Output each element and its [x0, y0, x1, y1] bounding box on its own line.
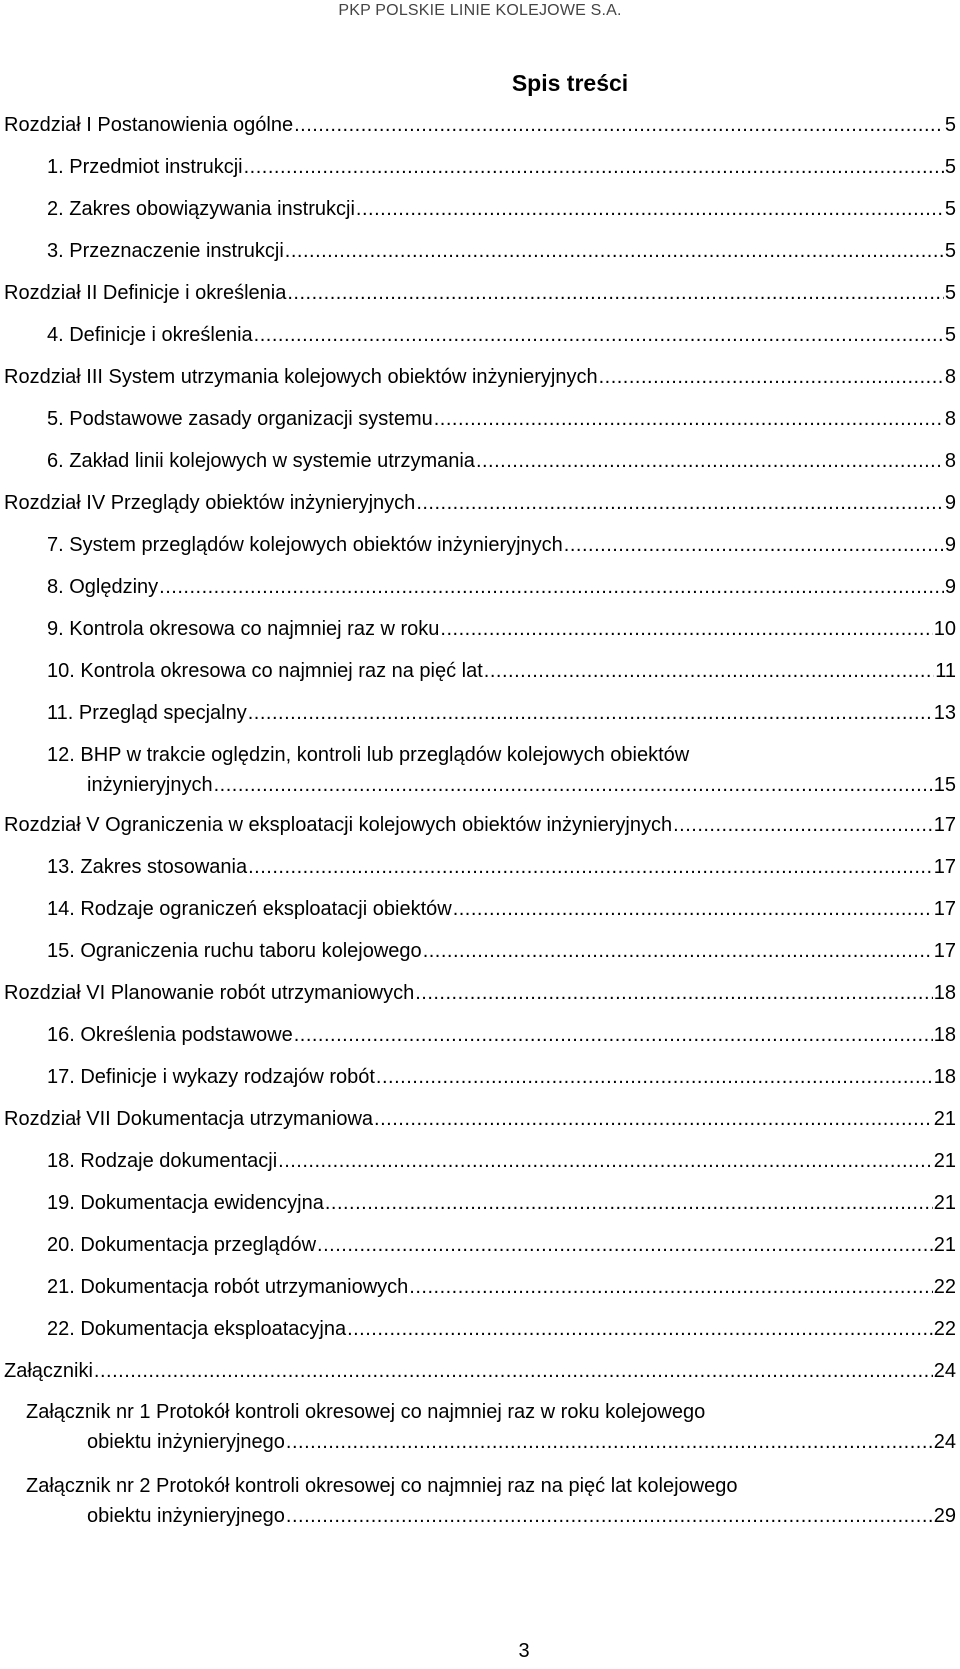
toc-section-entry[interactable]: [0, 192, 956, 226]
toc-chapter-entry[interactable]: [0, 1102, 956, 1136]
toc-entry-title: obiektu inżynieryjnego: [87, 1505, 285, 1527]
toc-entry-title: Załączniki: [4, 1360, 93, 1382]
dot-leader: [248, 850, 933, 884]
toc-entry-page: 8: [944, 408, 956, 430]
toc-entry-title: 1. Przedmiot instrukcji: [47, 156, 243, 178]
dot-leader: [325, 1186, 933, 1220]
toc-section-entry[interactable]: [0, 318, 956, 352]
toc-entry-page: 5: [944, 114, 956, 136]
toc-entry-title: 3. Przeznaczenie instrukcji: [47, 240, 284, 262]
dot-leader: [248, 696, 933, 730]
dot-leader: [453, 892, 933, 926]
toc-section-entry[interactable]: [0, 612, 956, 646]
toc-entry-title: 11. Przegląd specjalny: [47, 702, 247, 724]
toc-entry-page: 17: [933, 898, 956, 920]
toc-section-entry[interactable]: [0, 150, 956, 184]
running-header: PKP POLSKIE LINIE KOLEJOWE S.A.: [338, 2, 622, 19]
toc-entry-title: 18. Rodzaje dokumentacji: [47, 1150, 278, 1172]
toc-section-entry[interactable]: [0, 934, 956, 968]
toc-entry-page: 18: [933, 1024, 956, 1046]
toc-section-entry[interactable]: [0, 1312, 956, 1346]
toc-entry-title: 19. Dokumentacja ewidencyjna: [47, 1192, 324, 1214]
toc-entry-title: 17. Definicje i wykazy rodzajów robót: [47, 1066, 375, 1088]
dot-leader: [564, 528, 944, 562]
toc-entry-page: 15: [933, 774, 956, 796]
toc-entry-page: 24: [933, 1431, 956, 1453]
toc-entry-title: 14. Rodzaje ograniczeń eksploatacji obiektów: [47, 898, 452, 920]
toc-entry-title: 16. Określenia podstawowe: [47, 1024, 293, 1046]
toc-section-entry[interactable]: [0, 744, 956, 802]
toc-entry-page: 5: [944, 324, 956, 346]
dot-leader: [440, 612, 932, 646]
toc-entry-page: 13: [933, 702, 956, 724]
dot-leader: [434, 402, 944, 436]
toc-entry-title: 21. Dokumentacja robót utrzymaniowych: [47, 1276, 409, 1298]
toc-entry-title: 15. Ograniczenia ruchu taboru kolejowego: [47, 940, 422, 962]
toc-entry-page: 17: [933, 856, 956, 878]
toc-entry-title: 20. Dokumentacja przeglądów: [47, 1234, 317, 1256]
toc-entry-page: 9: [944, 492, 956, 514]
toc-entry-title: 22. Dokumentacja eksploatacyjna: [47, 1318, 347, 1340]
dot-leader: [317, 1228, 933, 1262]
toc-entry-page: 21: [933, 1108, 956, 1130]
toc-chapter-entry[interactable]: [0, 486, 956, 520]
toc-entry-title: 5. Podstawowe zasady organizacji systemu: [47, 408, 433, 430]
toc-section-entry[interactable]: [0, 1270, 956, 1304]
dot-leader: [376, 1060, 933, 1094]
toc-entry-page: 24: [933, 1360, 956, 1382]
toc-entry-title: 10. Kontrola okresowa co najmniej raz na pięć lat: [47, 660, 483, 682]
toc-entry-title: obiektu inżynieryjnego: [87, 1431, 285, 1453]
dot-leader: [287, 276, 944, 310]
toc-entry-page: 11: [935, 660, 956, 682]
toc-chapter-entry[interactable]: [0, 808, 956, 842]
toc-entry-page: 18: [933, 982, 956, 1004]
toc-chapter-entry[interactable]: [0, 276, 956, 310]
page-number: 3: [518, 1640, 530, 1662]
dot-leader: [278, 1144, 933, 1178]
toc-entry-page: 18: [933, 1066, 956, 1088]
toc-section-entry[interactable]: [0, 234, 956, 268]
toc-section-entry[interactable]: [0, 444, 956, 478]
dot-leader: [484, 654, 934, 688]
dot-leader: [159, 570, 944, 604]
toc-chapter-entry[interactable]: [0, 108, 956, 142]
dot-leader: [294, 1018, 933, 1052]
toc-annex-entry[interactable]: [0, 1475, 956, 1533]
toc-chapter-entry[interactable]: [0, 360, 956, 394]
toc-entry-title: Rozdział VII Dokumentacja utrzymaniowa: [4, 1108, 374, 1130]
toc-section-entry[interactable]: [0, 1144, 956, 1178]
dot-leader: [409, 1270, 932, 1304]
toc-entry-title: 2. Zakres obowiązywania instrukcji: [47, 198, 355, 220]
toc-section-entry[interactable]: [0, 1186, 956, 1220]
toc-entry-page: 9: [944, 576, 956, 598]
dot-leader: [244, 150, 944, 184]
toc-section-entry[interactable]: [0, 402, 956, 436]
toc-entry-title: Rozdział II Definicje i określenia: [4, 282, 287, 304]
dot-leader: [347, 1312, 933, 1346]
toc-entry-title: Rozdział V Ograniczenia w eksploatacji kolejowych obiektów inżynieryjnych: [4, 814, 673, 836]
dot-leader: [286, 1425, 933, 1459]
toc-entry-title-line1: Załącznik nr 2 Protokół kontroli okresowej co najmniej raz na pięć lat kolejowego: [26, 1475, 738, 1497]
toc-entry-title-line1: Załącznik nr 1 Protokół kontroli okresowej co najmniej raz w roku kolejowego: [26, 1401, 706, 1423]
toc-entry-title: 13. Zakres stosowania: [47, 856, 248, 878]
toc-entry-page: 9: [944, 534, 956, 556]
toc-chapter-entry[interactable]: [0, 1354, 956, 1388]
toc-entry-page: 8: [944, 366, 956, 388]
dot-leader: [356, 192, 944, 226]
toc-entry-title: Rozdział I Postanowienia ogólne: [4, 114, 294, 136]
dot-leader: [415, 976, 933, 1010]
toc-section-entry[interactable]: [0, 1018, 956, 1052]
toc-entry-page: 22: [933, 1276, 956, 1298]
toc-entry-page: 29: [933, 1505, 956, 1527]
toc-entry-title-line1: 12. BHP w trakcie oględzin, kontroli lub przeglądów kolejowych obiektów: [47, 744, 690, 766]
toc-annex-entry[interactable]: [0, 1401, 956, 1459]
toc-entry-page: 5: [944, 156, 956, 178]
toc-entry-title: Rozdział VI Planowanie robót utrzymaniowych: [4, 982, 415, 1004]
toc-entry-page: 5: [944, 198, 956, 220]
toc-entry-title: inżynieryjnych: [87, 774, 213, 796]
toc-section-entry[interactable]: [0, 570, 956, 604]
toc-entry-title: 4. Definicje i określenia: [47, 324, 253, 346]
toc-entry-title: 7. System przeglądów kolejowych obiektów inżynieryjnych: [47, 534, 563, 556]
toc-entry-page: 5: [944, 282, 956, 304]
toc-section-entry[interactable]: [0, 528, 956, 562]
toc-section-entry[interactable]: [0, 696, 956, 730]
dot-leader: [476, 444, 944, 478]
dot-leader: [254, 318, 944, 352]
dot-leader: [673, 808, 933, 842]
toc-entry-page: 21: [933, 1192, 956, 1214]
toc-entry-page: 17: [933, 814, 956, 836]
toc-entry-title: 9. Kontrola okresowa co najmniej raz w roku: [47, 618, 440, 640]
dot-leader: [374, 1102, 933, 1136]
toc-entry-page: 17: [933, 940, 956, 962]
dot-leader: [94, 1354, 933, 1388]
toc-chapter-entry[interactable]: [0, 976, 956, 1010]
toc-entry-page: 10: [933, 618, 956, 640]
toc-section-entry[interactable]: [0, 1228, 956, 1262]
dot-leader: [599, 360, 944, 394]
dot-leader: [285, 234, 944, 268]
toc-entry-page: 8: [944, 450, 956, 472]
dot-leader: [294, 108, 944, 142]
toc-entry-title: Rozdział IV Przeglądy obiektów inżynieryjnych: [4, 492, 416, 514]
toc-entry-title: 8. Oględziny: [47, 576, 159, 598]
toc-entry-page: 5: [944, 240, 956, 262]
dot-leader: [423, 934, 933, 968]
toc-entry-page: 22: [933, 1318, 956, 1340]
toc-entry-page: 21: [933, 1234, 956, 1256]
toc-section-entry[interactable]: [0, 1060, 956, 1094]
dot-leader: [416, 486, 944, 520]
toc-title: Spis treści: [511, 70, 629, 96]
toc-entry-title: 6. Zakład linii kolejowych w systemie utrzymania: [47, 450, 475, 472]
toc-section-entry[interactable]: [0, 850, 956, 884]
toc-entry-title: Rozdział III System utrzymania kolejowych obiektów inżynieryjnych: [4, 366, 598, 388]
toc-section-entry[interactable]: [0, 654, 956, 688]
toc-entry-page: 21: [933, 1150, 956, 1172]
dot-leader: [214, 768, 933, 802]
toc-section-entry[interactable]: [0, 892, 956, 926]
dot-leader: [286, 1499, 933, 1533]
